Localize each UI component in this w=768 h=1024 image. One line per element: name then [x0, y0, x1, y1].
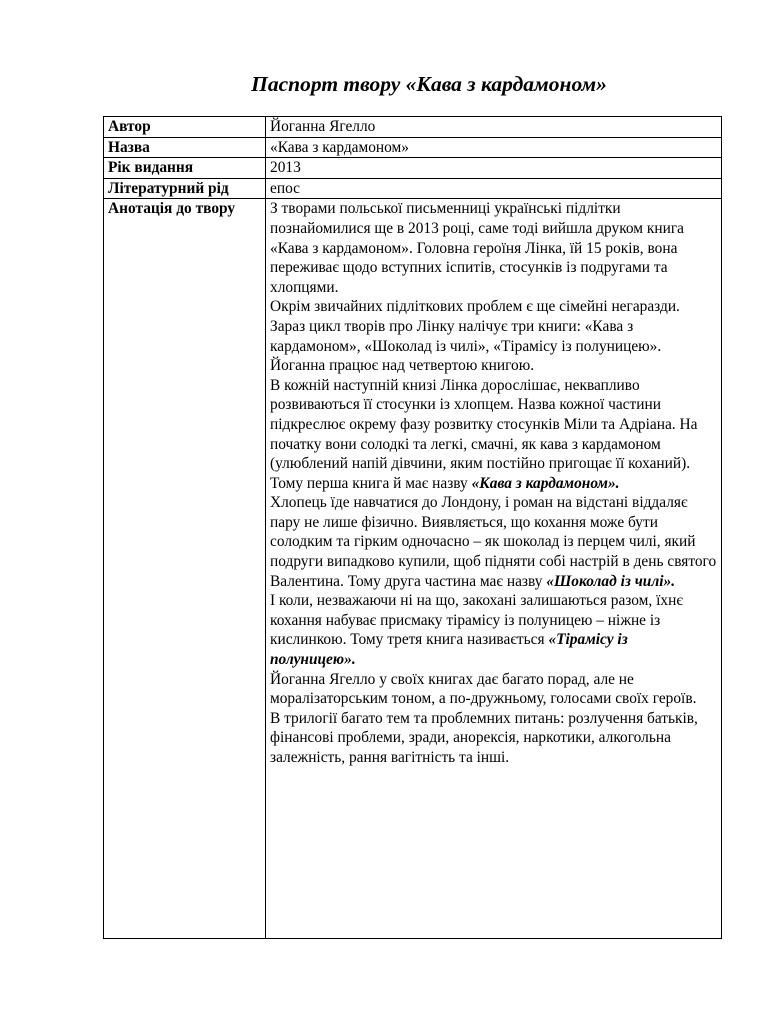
table-row-title [104, 137, 722, 158]
table-row-year [104, 158, 722, 179]
table-row-annotation [104, 199, 722, 939]
book-title-emphasis: «Кава з кардамоном». [471, 474, 620, 492]
row-value: епос [266, 178, 722, 199]
paragraph-text: Зараз цикл творів про Лінку налічує три книги: «Кава з кардамоном», «Шоколад із чилі», «Тірамісу із полуницею». Йоганна працює над четвертою книгою. [270, 317, 662, 375]
annotation-paragraph [270, 493, 717, 591]
row-label: Автор [104, 117, 266, 138]
page-title: Паспорт твору «Кава з кардамоном» [251, 72, 607, 96]
row-value: Йоганна Ягелло [266, 117, 722, 138]
paragraph-text: І коли, незважаючи ні на що, закохані залишаються разом, їхнє кохання набуває присмаку тірамісу із полуницею – ніжне із кислинкою. Тому третя книга називається [270, 592, 683, 649]
paragraph-text: Хлопець їде навчатися до Лондону, і роман на відстані віддаляє пару не лише фізично. Виявляється, що кохання може бути солодким та гірким одночасно – як шоколад із перцем чилі, який подруги випадково купили, щоб підняти собі настрій в день святого Валентина. Тому друга частина має назву [270, 494, 717, 590]
paragraph-text: В трилогії багато тем та проблемних питань: розлучення батьків, фінансові проблеми, зради, анорексія, наркотики, алкогольна залежність, рання вагітність та інші. [270, 709, 698, 766]
annotation-paragraph [270, 376, 717, 494]
row-label: Рік видання [104, 158, 266, 179]
paragraph-text: Йоганна Ягелло у своїх книгах дає багато порад, але не моралізаторським тоном, а по-дружньому, голосами своїх героїв. [270, 670, 697, 708]
annotation-paragraph [270, 709, 717, 768]
table-row-author [104, 117, 722, 138]
paragraph-text: З творами польської письменниці українські підлітки познайомилися ще в 2013 році, саме тоді вийшла друком книга «Кава з кардамоном». Головна героїня Лінка, їй 15 років, вона переживає щодо вступних іспитів, стосунків із подругами та хлопцями. [270, 200, 684, 296]
annotation-paragraph [270, 317, 717, 376]
paragraph-text: В кожній наступній книзі Лінка дорослішає, неквапливо розвиваються її стосунки із хлопцем. Назва кожної частини підкреслює окрему фазу розвитку стосунків Міли та Адріана. На початку вони солодкі та легкі, смачні, як кава з кардамоном (улюблений напій дівчини, яким постійно пригощає її коханий). Тому перша книга й має назву [270, 376, 698, 492]
row-value: «Кава з кардамоном» [266, 137, 722, 158]
annotation-paragraph [270, 670, 717, 709]
annotation-text [266, 199, 722, 939]
passport-table [103, 116, 722, 939]
row-label: Анотація до твору [104, 199, 266, 939]
table-row-genre [104, 178, 722, 199]
row-label: Літературний рід [104, 178, 266, 199]
book-title-emphasis: «Тірамісу із полуницею». [270, 631, 628, 669]
row-label: Назва [104, 137, 266, 158]
book-title-emphasis: «Шоколад із чилі». [546, 572, 676, 590]
paragraph-text: Окрім звичайних підліткових проблем є ще сімейні негаразди. [270, 298, 680, 316]
annotation-paragraph [270, 199, 717, 297]
annotation-paragraph [270, 591, 717, 669]
row-value: 2013 [266, 158, 722, 179]
annotation-paragraph [270, 297, 717, 317]
